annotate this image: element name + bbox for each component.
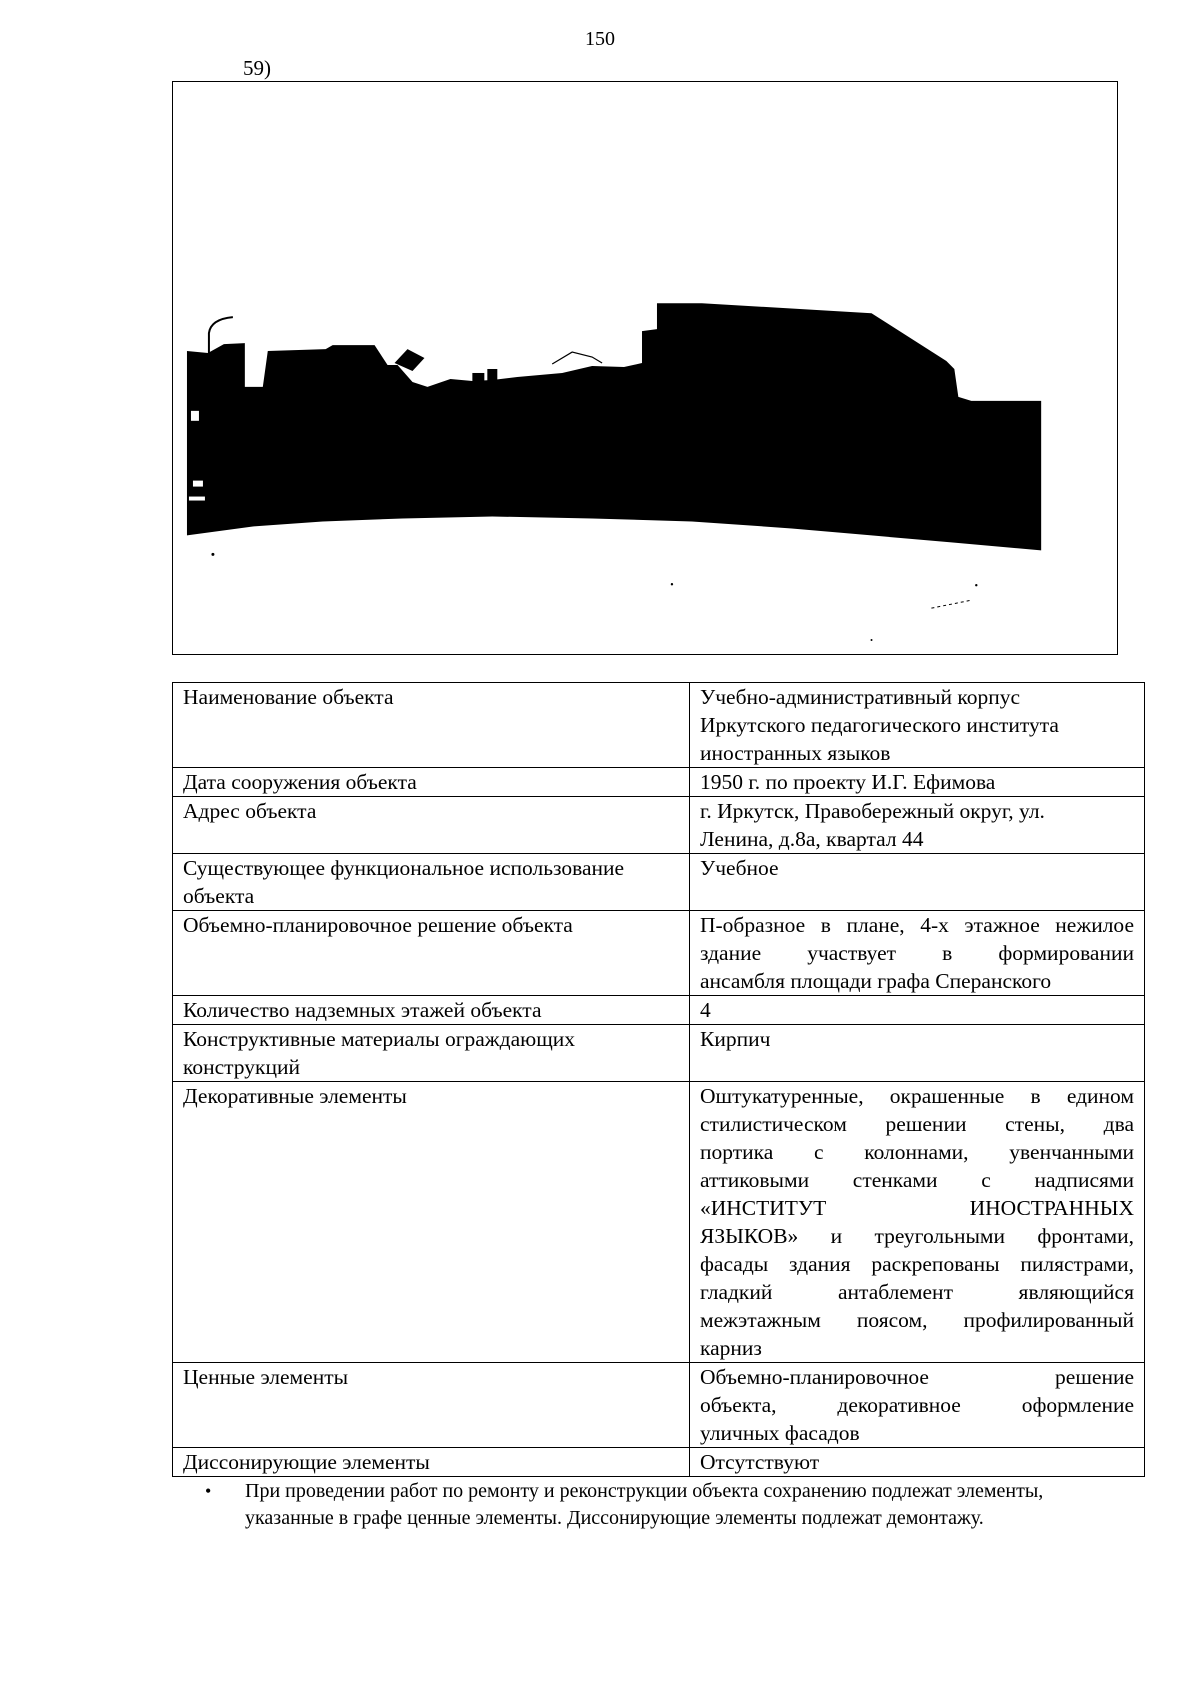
row-label: Декоративные элементы [173, 1082, 690, 1363]
row-label: Адрес объекта [173, 797, 690, 854]
building-photo-icon [173, 82, 1117, 654]
value-line: объекта, декоративное оформление [700, 1393, 1134, 1417]
table-row [173, 1363, 1145, 1448]
row-value [690, 996, 1145, 1025]
value-line: Оштукатуренные, окрашенные в едином [700, 1084, 1134, 1108]
value-line: Иркутского педагогического института [700, 713, 1059, 737]
value-line: здание участвует в формировании [700, 941, 1134, 965]
value-line: аттиковыми стенками с надписями [700, 1168, 1134, 1192]
value-line: Объемно-планировочное решение [700, 1365, 1134, 1389]
value-line: стилистическом решении стены, два [700, 1112, 1134, 1136]
row-value [690, 683, 1145, 768]
value-line: Учебно-административный корпус [700, 685, 1021, 709]
row-value [690, 854, 1145, 911]
value-line: Кирпич [700, 1027, 771, 1051]
table-row [173, 797, 1145, 854]
row-value [690, 1448, 1145, 1477]
table-row [173, 1025, 1145, 1082]
table-row [173, 683, 1145, 768]
value-line: 4 [700, 998, 711, 1022]
value-line: уличных фасадов [700, 1421, 860, 1445]
row-label: Диссонирующие элементы [173, 1448, 690, 1477]
value-line: Учебное [700, 856, 779, 880]
object-info-table [172, 682, 1145, 1477]
value-line: Ленина, д.8а, квартал 44 [700, 827, 924, 851]
row-label: Наименование объекта [173, 683, 690, 768]
row-label: Существующее функциональное использование объекта [173, 854, 690, 911]
row-value [690, 1025, 1145, 1082]
item-number: 59) [243, 56, 271, 80]
row-value [690, 797, 1145, 854]
bullet-icon: • [205, 1481, 212, 1501]
value-line: «ИНСТИТУТ ИНОСТРАННЫХ [700, 1196, 1134, 1220]
value-line: фасады здания раскрепованы пилястрами, [700, 1252, 1134, 1276]
value-line: карниз [700, 1336, 762, 1360]
table-row [173, 911, 1145, 996]
row-label: Объемно-планировочное решение объекта [173, 911, 690, 996]
row-label: Дата сооружения объекта [173, 768, 690, 797]
value-line: межэтажным поясом, профилированный [700, 1308, 1134, 1332]
table-row [173, 768, 1145, 797]
row-value [690, 1363, 1145, 1448]
row-label: Количество надземных этажей объекта [173, 996, 690, 1025]
value-line: портика с колоннами, увенчанными [700, 1140, 1134, 1164]
row-value [690, 911, 1145, 996]
building-photo [172, 81, 1118, 655]
table-row [173, 1082, 1145, 1363]
note-text: При проведении работ по ремонту и реконструкции объекта сохранению подлежат элементы, указанные в графе ценные элементы. Диссонирующие элементы подлежат демонтажу. [245, 1480, 1044, 1529]
row-label: Ценные элементы [173, 1363, 690, 1448]
row-value [690, 1082, 1145, 1363]
table-row [173, 854, 1145, 911]
value-line: г. Иркутск, Правобережный округ, ул. [700, 799, 1045, 823]
page-number: 150 [585, 28, 615, 50]
value-line: 1950 г. по проекту И.Г. Ефимова [700, 770, 996, 794]
row-label: Конструктивные материалы ограждающих конструкций [173, 1025, 690, 1082]
value-line: ЯЗЫКОВ» и треугольными фронтами, [700, 1224, 1134, 1248]
value-line: иностранных языков [700, 741, 891, 765]
value-line: П-образное в плане, 4-х этажное нежилое [700, 913, 1134, 937]
value-line: гладкий антаблемент являющийся [700, 1280, 1134, 1304]
value-line: ансамбля площади графа Сперанского [700, 969, 1052, 993]
table-row [173, 996, 1145, 1025]
row-value [690, 768, 1145, 797]
note-list-item [205, 1478, 1105, 1532]
value-line: Отсутствуют [700, 1450, 820, 1474]
table-row [173, 1448, 1145, 1477]
